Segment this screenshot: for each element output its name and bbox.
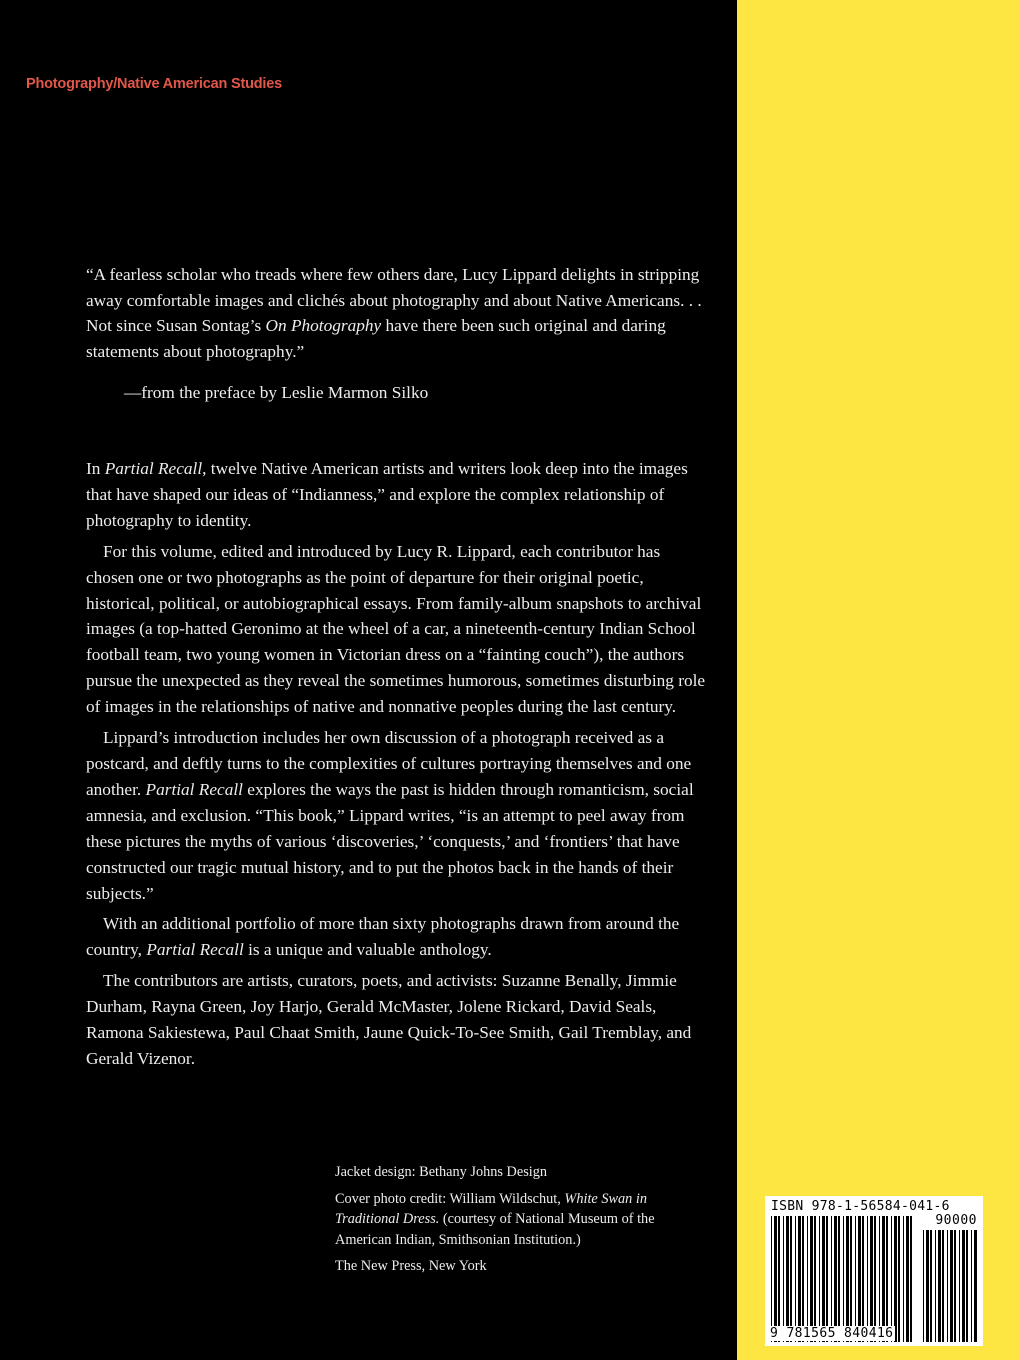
publisher: The New Press, New York [335, 1258, 487, 1274]
description-paragraph: The contributors are artists, curators, poets, and activists: Suzanne Benally, Jimmie Durham, Rayna Green, Joy Harjo, Gerald McMaster, Jolene Rickard, David Seals, Ramona Sakiestewa, Paul Chaat Smith, Jaune Quick-To-See Smith, Gail Tremblay, and Gerald Vizenor. [86, 971, 692, 1068]
isbn-barcode [765, 1196, 983, 1346]
category-label: Photography/Native American Studies [26, 76, 282, 92]
text-part: With an additional portfolio of more than sixty photographs drawn from around the country, [86, 914, 680, 960]
photo-title: White Swan in Traditional Dress. [335, 1190, 648, 1227]
book-title: Partial Recall [146, 940, 244, 960]
text-part: Lippard’s introduction includes her own discussion of a photograph received as a postcard, and deftly turns to the complexities of cultures portraying themselves and one another. [86, 728, 692, 799]
quote-part: “A fearless scholar who treads where few others dare, Lucy Lippard delights in stripping away comfortable images and clichés about photography and about Native Americans. . . Not since Susan Sontag’s [86, 265, 702, 335]
description-paragraph: For this volume, edited and introduced by Lucy R. Lippard, each contributor has chosen one or two photographs as the point of departure for their original poetic, historical, political, or autobiographical essays. From family-album snapshots to archival images (a top-hatted Geronimo at the wheel of a car, a nineteenth-century Indian School football team, two young women in Victorian dress on a “fainting couch”), the authors pursue the unexpected as they reveal the sometimes humorous, sometimes disturbing role of images in the relationships of native and nonnative peoples during the last century. [86, 541, 706, 717]
text-part: In [86, 459, 105, 478]
book-title: Partial Recall [104, 459, 203, 478]
jacket-credit: Jacket design: Bethany Johns Design [335, 1164, 548, 1180]
credits [335, 1162, 695, 1283]
description-paragraph [86, 456, 706, 534]
quote-text [86, 262, 706, 364]
blurb-quote [86, 262, 706, 364]
text-part: explores the ways the past is hidden through romanticism, social amnesia, and exclusion. “This book,” Lippard writes, “is an attempt to peel away from these pictures the myths of various ‘discoveries,’ ‘conquests,’ and ‘frontiers’ that have constructed our tragic mutual history, and to put the photos back in the hands of their subjects.” [86, 779, 694, 903]
description-paragraph [86, 911, 706, 963]
barcode-number: 9 781565 840416 [770, 1326, 894, 1341]
photo-credit [335, 1189, 695, 1251]
text-part: Cover photo credit: William Wildschut, [335, 1190, 565, 1207]
text-part: , twelve Native American artists and writers look deep into the images that have shaped our ideas of “Indianness,” and explore the complex relationship of photography to identity. [86, 459, 688, 530]
isbn-number: ISBN 978-1-56584-041-6 [771, 1199, 950, 1214]
quote-attribution: —from the preface by Leslie Marmon Silko [124, 383, 429, 402]
yellow-spine-strip [737, 0, 1020, 1360]
description-paragraph [86, 725, 706, 906]
price-code: 90000 [935, 1213, 977, 1228]
text-part: is a unique and valuable anthology. [243, 940, 492, 960]
description [86, 456, 706, 1077]
quote-book-title: On Photography [265, 316, 382, 335]
quote-part: have there been such original and daring statements about photography.” [86, 316, 666, 361]
text-part: (courtesy of National Museum of the American Indian, Smithsonian Institution.) [335, 1211, 655, 1248]
book-title: Partial Recall [145, 779, 243, 799]
